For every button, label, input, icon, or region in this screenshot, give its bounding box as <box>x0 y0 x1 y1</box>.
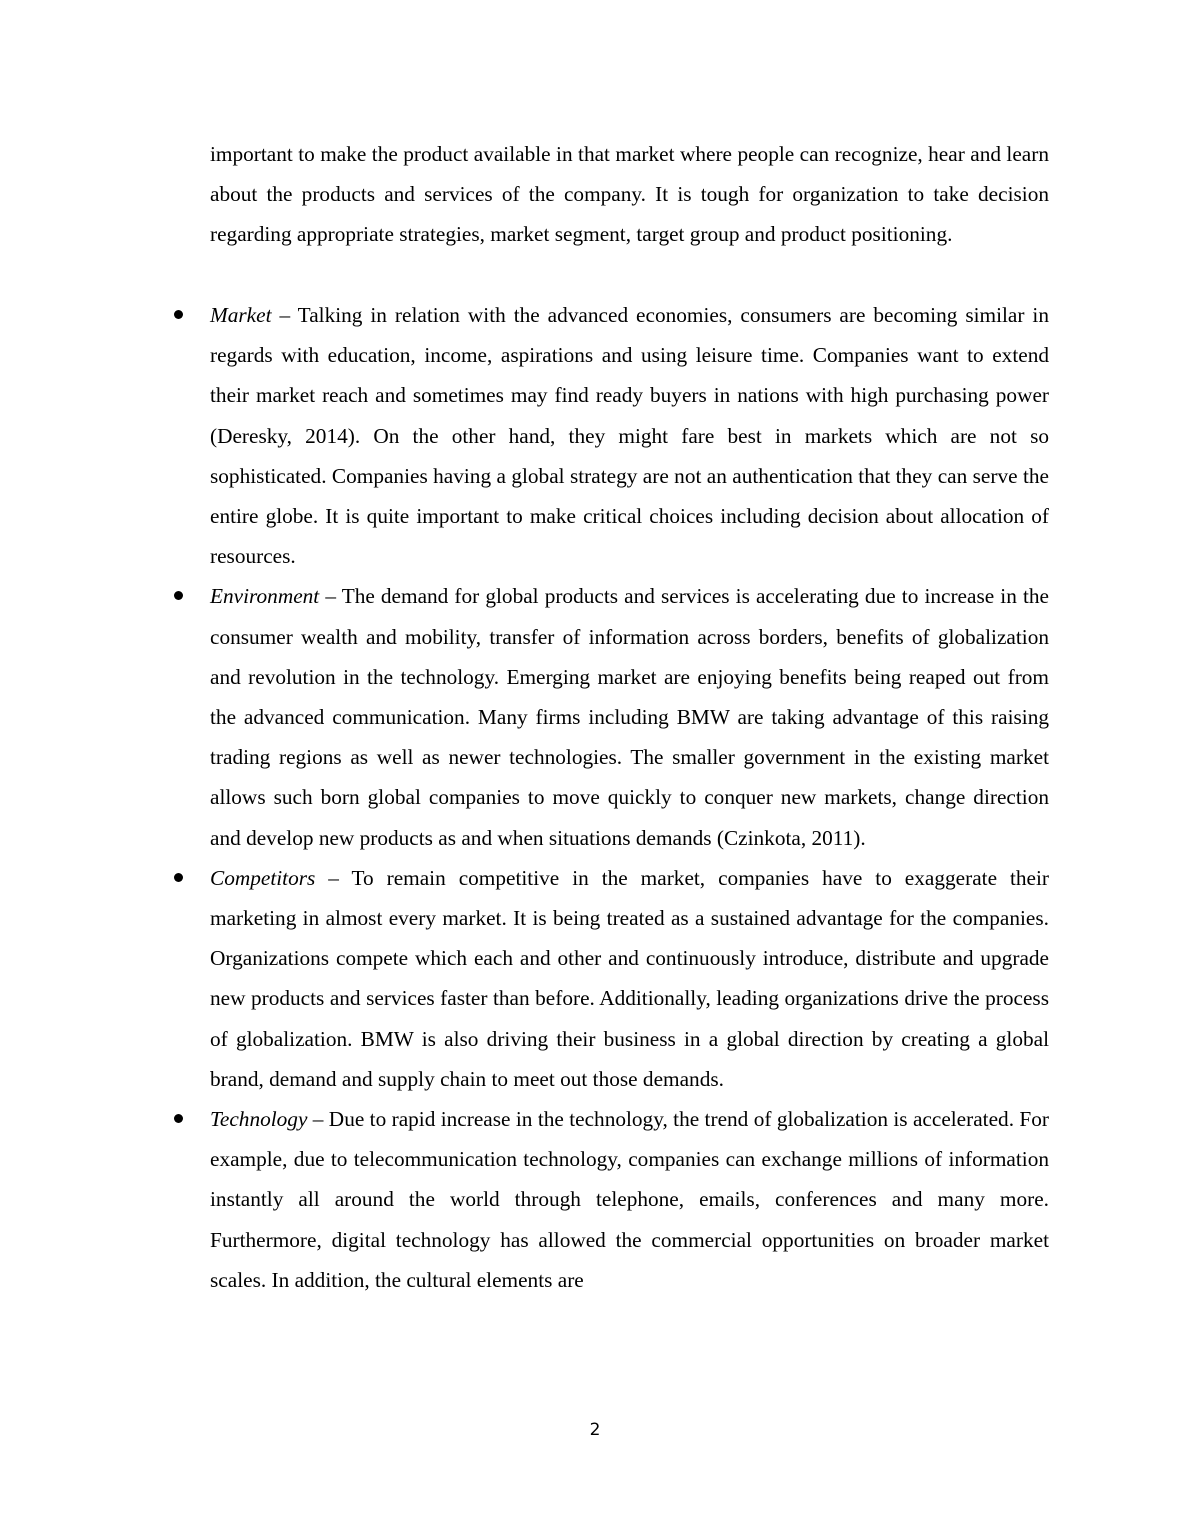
bullet-term: Environment <box>210 584 320 609</box>
list-item-competitors <box>210 858 1049 1099</box>
list-item-market <box>210 295 1049 576</box>
bullet-term: Competitors <box>210 865 316 890</box>
page-number: 2 <box>589 1420 601 1440</box>
bullet-term: Market <box>210 303 272 327</box>
bullet-icon <box>174 873 183 882</box>
continuation-paragraph: important to make the product available in that market where people can recognize, hear and learn about the products and services of the company. It is tough for organization to take decision regarding appropriate strategies, market segment, target group and product positioning. <box>210 142 1049 247</box>
list-item-environment <box>210 576 1049 857</box>
bullet-text: – Due to rapid increase in the technology, the trend of globalization is accelerated. For example, due to telecommunication technology, companies can exchange millions of information instantly all around the world through telephone, emails, conferences and many more. Furthermore, digital technology has allowed the commercial opportunities on broader market scales. In addition, the cultural elements are <box>210 1107 1049 1292</box>
bullet-icon <box>174 310 183 319</box>
bullet-icon <box>174 591 183 600</box>
bullet-text: – Talking in relation with the advanced economies, consumers are becoming similar in regards with education, income, aspirations and using leisure time. Companies want to extend their market reach and sometimes may find ready buyers in nations with high purchasing power (Deresky, 2014). On the other hand, they might fare best in markets which are not so sophisticated. Companies having a global strategy are not an authentication that they can serve the entire globe. It is quite important to make critical choices including decision about allocation of resources. <box>210 303 1049 569</box>
bullet-list <box>0 295 1190 1300</box>
bullet-text: – The demand for global products and services is accelerating due to increase in the consumer wealth and mobility, transfer of information across borders, benefits of globalization and revolution in the technology. Emerging market are enjoying benefits being reaped out from the advanced communication. Many firms including BMW are taking advantage of this raising trading regions as well as newer technologies. The smaller government in the existing market allows such born global companies to move quickly to conquer new markets, change direction and develop new products as and when situations demands (Czinkota, 2011). <box>210 584 1049 850</box>
bullet-text: – To remain competitive in the market, companies have to exaggerate their marketing in almost every market. It is being treated as a sustained advantage for the companies. Organizations compete which each and other and continuously introduce, distribute and upgrade new products and services faster than before. Additionally, leading organizations drive the process of globalization. BMW is also driving their business in a global direction by creating a global brand, demand and supply chain to meet out those demands. <box>210 865 1049 1091</box>
list-item-technology <box>210 1099 1049 1300</box>
bullet-term: Technology <box>210 1107 308 1132</box>
bullet-icon <box>174 1114 183 1123</box>
